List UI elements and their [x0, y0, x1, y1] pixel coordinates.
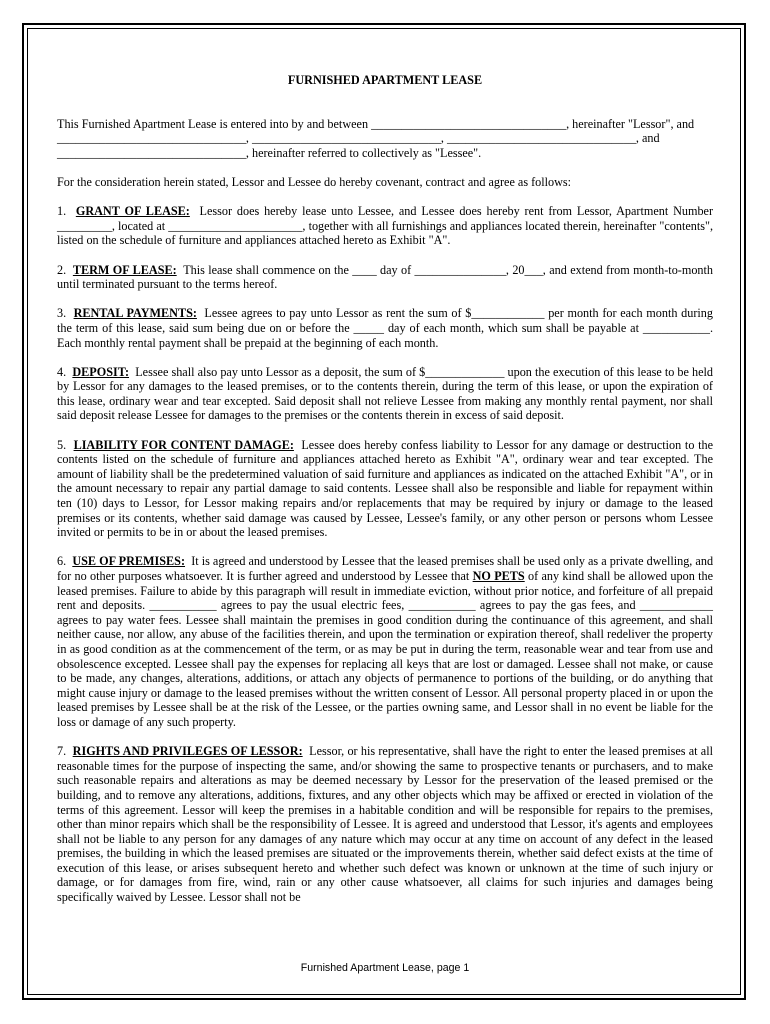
section-body: Lessor does hereby lease unto Lessee, and Lessee does hereby rent from Lessor, Apartment Number _________, located at ______________________, together with all furnishings and appliances located therein, hereinafter "contents", listed on the schedule of furniture and appliances attached hereto as Exhibit "A".: [57, 204, 714, 248]
section-heading: DEPOSIT:: [72, 364, 130, 379]
document-title: FURNISHED APARTMENT LEASE: [287, 73, 483, 87]
section-number: 5.: [57, 437, 67, 452]
section-body: Lessee shall also pay unto Lessor as a deposit, the sum of $_____________ upon the execution of this lease to be held by Lessor for any damages to the leased premises, or to the contents therein, during the term of this lease, or upon the expiration of this lease, ordinary wear and tear excepted. Said deposit shall not relieve Lessee from making any monthly rental payment, nor shall said deposit release Lessee for damages to the premises or the contents therein in excess of said deposit.: [57, 364, 714, 423]
section-body-end: of any kind shall be allowed upon the leased premises. Failure to abide by this paragraph will result in immediate eviction, without prior notice, and forfeiture of all prepaid rent and deposits. ___________ agrees to pay the usual electric fees, ___________ agrees to pay the gas fees, and ____________ agrees to pay water fees. Lessee shall maintain the premises in good condition during the continuance of this agreement, and shall neither cause, nor allow, any abuse of the facilities therein, and upon the termination or expiration thereof, shall redeliver the property in as good condition as at the commencement of the term, or as may be put in during the term, reasonable wear and tear from use and obsolescence excepted. Lessee shall pay the expenses for replacing all keys that are lost or damaged. Lessee shall not make, or cause to be made, any changes, alterations, additions, or attach any objects of permanence to portions of the building, or do anything that might cause injury or damage to the leased premises without the written consent of Lessor. All personal property placed in or upon the leased premises by Lessee shall be at the risk of the Lessee, or the parties owning same, and Lessor shall in no event be liable for the loss or damage of any such property.: [57, 569, 714, 729]
document-body: [57, 73, 713, 919]
section-grant-of-lease: [57, 204, 713, 248]
section-number: 6.: [57, 554, 67, 569]
section-heading: TERM OF LEASE:: [72, 262, 177, 277]
page-footer: Furnished Apartment Lease, page 1: [300, 962, 470, 974]
section-term-of-lease: [57, 263, 713, 292]
section-heading: GRANT OF LEASE:: [75, 204, 190, 219]
section-heading: LIABILITY FOR CONTENT DAMAGE:: [73, 437, 294, 452]
section-rental-payments: [57, 306, 713, 350]
section-heading: RENTAL PAYMENTS:: [73, 306, 197, 321]
section-liability-content-damage: [57, 438, 713, 540]
section-number: 7.: [57, 744, 67, 759]
intro-paragraph: This Furnished Apartment Lease is entered into by and between ________________________________, hereinafter "Lessor", and _______________________________, _______________________________, _______________________________, and _______________________________, hereinafter referred to collectively as "Lessee".: [57, 116, 695, 160]
section-rights-of-lessor: [57, 744, 713, 905]
section-number: 1.: [57, 204, 67, 219]
section-body: Lessee agrees to pay unto Lessor as rent the sum of $____________ per month for each month during the term of this lease, said sum being due on or before the _____ day of each month, which sum shall be payable at ___________. Each monthly rental payment shall be prepaid at the beginning of each month.: [57, 306, 713, 350]
no-pets-emphasis: NO PETS: [472, 569, 525, 583]
section-body-start: It is agreed and understood by Lessee that the leased premises shall be used only as a private dwelling, and for no other purposes whatsoever. It is further agreed and understood by Lessee that: [57, 554, 714, 583]
section-number: 3.: [57, 306, 67, 321]
section-number: 2.: [57, 262, 67, 277]
section-use-of-premises: [57, 554, 713, 729]
section-heading: USE OF PREMISES:: [72, 554, 186, 569]
consideration-paragraph: For the consideration herein stated, Lessor and Lessee do hereby covenant, contract and agree as follows:: [57, 174, 572, 189]
section-body: Lessor, or his representative, shall have the right to enter the leased premises at all reasonable times for the purpose of inspecting the same, and/or showing the same to prospective tenants or purchasers, and to make such reasonable repairs and alterations as may be deemed necessary by Lessor for the preservation of the leased premised or the building, and to remove any alterations, additions, fixtures, and any other objects which may be affixed or erected in violation of the terms of this agreement. Lessor will keep the premises in a habitable condition and will be responsible for repairs to the premises, other than minor repairs which shall be the responsibility of Lessee. It is agreed and understood that Lessor, it's agents and employees shall not be liable to any person for any damages of any nature which may occur at any time on account of any defect in the leased premises, the building in which the leased premises are situated or the improvements therein, whether said defect exists at the time of execution of this lease, or arises subsequent hereto and whether such defect was known or unknown at the time of such injury or damage, or for damages from fire, wind, rain or any other cause whatsoever, all claims for such injuries and damages being specifically waived by Lessee. Lessor shall not be: [57, 744, 713, 905]
section-body: This lease shall commence on the ____ day of _______________, 20___, and extend from month-to-month until terminated pursuant to the terms hereof.: [57, 262, 713, 292]
section-heading: RIGHTS AND PRIVILEGES OF LESSOR:: [72, 744, 303, 759]
section-body: Lessee does hereby confess liability to Lessor for any damage or destruction to the contents listed on the schedule of furniture and appliances attached hereto as Exhibit "A", ordinary wear and tear excepted. The amount of liability shall be the predetermined valuation of said furniture and appliances as indicated on the attached Exhibit "A", or in the amount necessary to repair any partial damage to said contents. Lessee shall also be responsible and liable for repayment within ten (10) days to Lessor, for Lessor making repairs and/or replacements that may be required by injury or damage to the leased premises or its contents, whether said damage was caused by Lessee, Lessee's family, or any other person or persons whom Lessee invited or permits to be in or about the leased premises.: [57, 437, 714, 540]
section-number: 4.: [57, 364, 67, 379]
section-deposit: [57, 365, 713, 423]
